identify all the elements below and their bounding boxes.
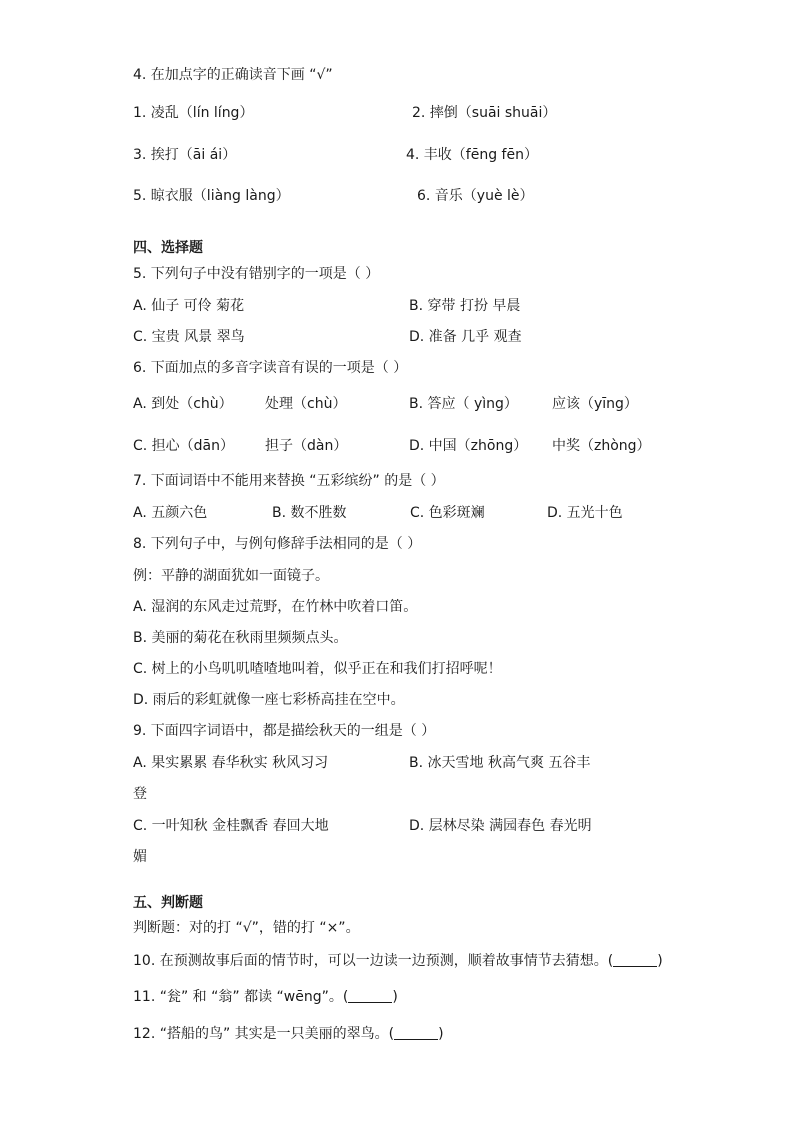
q6-option-b-2: 应该（yīng）: [552, 396, 638, 412]
q9-option-a: A. 果实累累 春华秋实 秋风习习: [133, 755, 329, 771]
q11-text: 11. “瓮” 和 “翁” 都读 “wēng”。(: [133, 989, 349, 1005]
q5-option-c: C. 宝贵 风景 翠鸟: [133, 329, 245, 345]
q12: [133, 1024, 444, 1044]
q6-option-d-1: D. 中国（zhōng）: [409, 438, 528, 454]
q6-option-d-2: 中奖（zhòng）: [552, 438, 651, 454]
q12-text: 12. “搭船的鸟” 其实是一只美丽的翠鸟。(: [133, 1026, 395, 1042]
q7-option-d: D. 五光十色: [547, 505, 623, 521]
q4-prompt: 4. 在加点字的正确读音下画 “√”: [133, 67, 333, 83]
q10: [133, 951, 663, 971]
q8-stem: 8. 下列句子中，与例句修辞手法相同的是（ ）: [133, 536, 422, 552]
q8-option-d: D. 雨后的彩虹就像一座七彩桥高挂在空中。: [133, 692, 405, 708]
q6-option-b-1: B. 答应（ yìng）: [409, 396, 518, 412]
q8-option-c: C. 树上的小鸟叽叽喳喳地叫着，似乎正在和我们打招呼呢！: [133, 661, 502, 677]
q12-answer-blank[interactable]: [394, 1025, 438, 1040]
q10-close-paren: ): [657, 953, 663, 969]
q4-item-2: 2. 摔倒（suāi shuāi）: [412, 105, 557, 121]
q4-item-4: 4. 丰收（fēng fēn）: [406, 147, 538, 163]
q11-close-paren: ): [392, 989, 398, 1005]
q8-example: 例：平静的湖面犹如一面镜子。: [133, 568, 329, 584]
q4-item-3: 3. 挨打（āi ái）: [133, 147, 237, 163]
q7-stem: 7. 下面词语中不能用来替换 “五彩缤纷” 的是（ ）: [133, 473, 445, 489]
q12-close-paren: ): [438, 1026, 444, 1042]
q8-option-b: B. 美丽的菊花在秋雨里频频点头。: [133, 630, 348, 646]
q11: [133, 987, 398, 1007]
q7-option-a: A. 五颜六色: [133, 505, 208, 521]
q5-stem: 5. 下列句子中没有错别字的一项是（ ）: [133, 266, 380, 282]
q6-option-a-2: 处理（chù）: [265, 396, 347, 412]
q9-option-d-wrap: 媚: [133, 849, 147, 865]
q5-option-a: A. 仙子 可伶 菊花: [133, 298, 245, 314]
q5-option-b: B. 穿带 打扮 早晨: [409, 298, 521, 314]
q6-option-c-1: C. 担心（dān）: [133, 438, 235, 454]
q8-option-a: A. 湿润的东风走过荒野，在竹林中吹着口笛。: [133, 599, 418, 615]
q6-option-c-2: 担子（dàn）: [265, 438, 348, 454]
q4-item-5: 5. 晾衣服（liàng làng）: [133, 188, 290, 204]
q9-option-c: C. 一叶知秋 金桂飘香 春回大地: [133, 818, 329, 834]
q9-option-b-wrap: 登: [133, 786, 147, 802]
q5-option-d: D. 准备 几乎 观查: [409, 329, 522, 345]
q7-option-c: C. 色彩斑斓: [410, 505, 485, 521]
q10-answer-blank[interactable]: [613, 952, 657, 967]
q9-stem: 9. 下面四字词语中，都是描绘秋天的一组是（ ）: [133, 723, 436, 739]
q9-option-b: B. 冰天雪地 秋高气爽 五谷丰: [409, 755, 591, 771]
q4-item-1: 1. 凌乱（lín líng）: [133, 105, 254, 121]
q6-stem: 6. 下面加点的多音字读音有误的一项是（ ）: [133, 360, 408, 376]
section-5-title: 五、判断题: [133, 895, 203, 911]
q9-option-d: D. 层林尽染 满园春色 春光明: [409, 818, 592, 834]
q4-item-6: 6. 音乐（yuè lè）: [417, 188, 534, 204]
section-4-title: 四、选择题: [133, 240, 203, 256]
judge-instruction: 判断题：对的打 “√”，错的打 “×”。: [133, 920, 360, 936]
q6-option-a-1: A. 到处（chù）: [133, 396, 233, 412]
q7-option-b: B. 数不胜数: [272, 505, 347, 521]
q11-answer-blank[interactable]: [348, 988, 392, 1003]
q10-text: 10. 在预测故事后面的情节时，可以一边读一边预测，顺着故事情节去猜想。(: [133, 953, 614, 969]
